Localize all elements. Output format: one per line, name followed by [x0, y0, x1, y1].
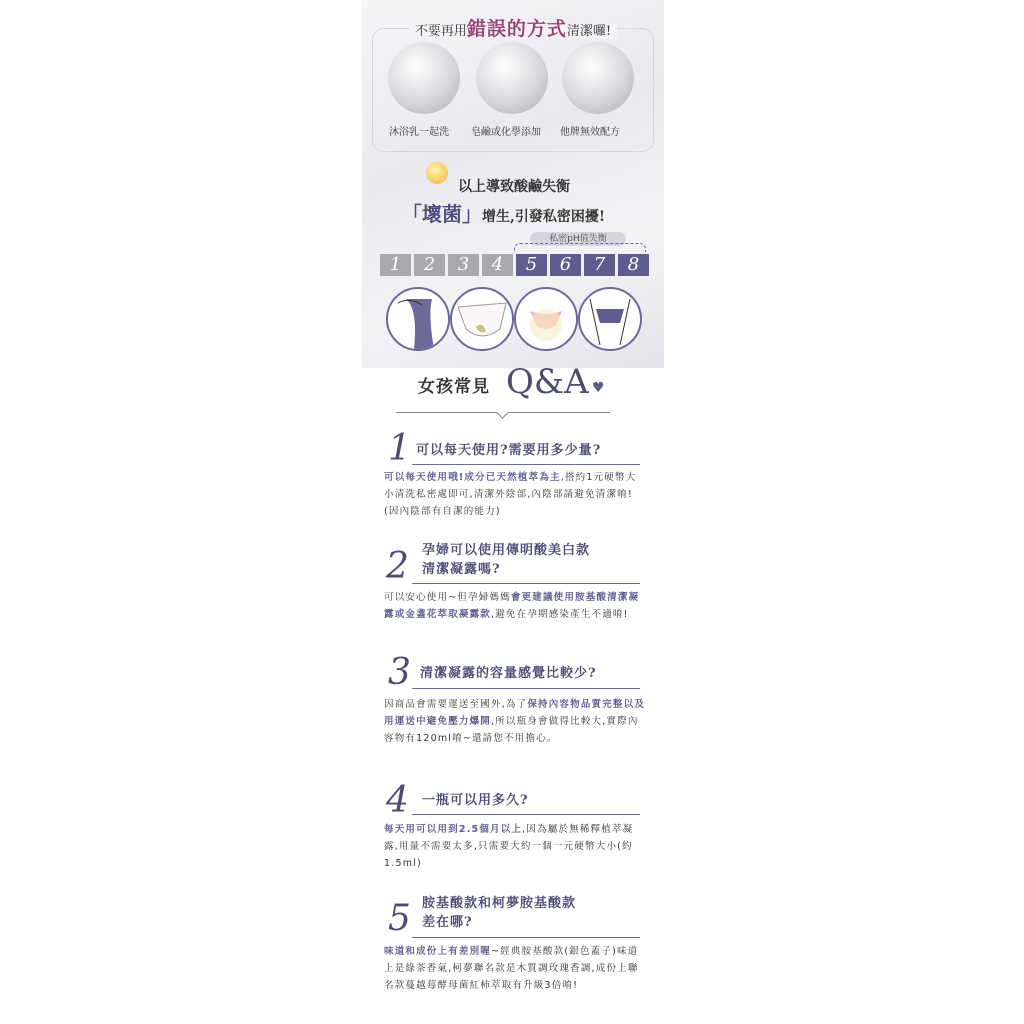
answer-text: 因商品會需要運送至國外,為了保持內容物品質完整以及用運送中避免壓力爆開,所以瓶身會做得比較大,實際內容物有120ml唷~還請您不用擔心。: [384, 699, 646, 744]
ph-imbalance-tag: 私密pH值失衡: [530, 232, 626, 246]
question-text: 清潔凝露嗎?: [422, 562, 501, 577]
qa-divider-notch: [496, 406, 509, 419]
question-text: 胺基酸款和柯夢胺基酸款: [422, 896, 577, 911]
question-rule: [412, 814, 640, 815]
content-panel: [362, 0, 664, 1024]
warning-line-2: 「壞菌」增生,引發私密困擾!: [402, 202, 606, 226]
question-text: 差在哪?: [422, 915, 473, 930]
question-rule: [412, 937, 640, 938]
qa-title: 女孩常見: [418, 377, 490, 397]
lotion-pour-image: [562, 42, 634, 114]
qa-big-title: Q&A: [506, 362, 589, 402]
question-text: 清潔凝露的容量感覺比較少?: [420, 666, 597, 681]
ph-range-bracket: [514, 243, 646, 252]
ph-scale-cell: 6: [550, 254, 581, 276]
item-label: 皂鹼或化學添加: [471, 127, 541, 138]
ph-scale-cell: 3: [448, 254, 479, 276]
item-label: 沐浴乳一起洗: [389, 127, 449, 138]
wrong-methods-title: 不要再用錯誤的方式清潔囉!: [362, 14, 664, 41]
question-rule: [412, 464, 640, 465]
question-number: 2: [386, 546, 409, 587]
question-text: 孕婦可以使用傳明酸美白款: [422, 543, 591, 558]
question-rule: [412, 583, 640, 584]
question-number: 3: [388, 652, 411, 693]
question-text: 可以每天使用?需要用多少量?: [416, 443, 602, 458]
ph-scale-cell: 1: [380, 254, 411, 276]
ph-scale-cell: 4: [482, 254, 513, 276]
ph-scale-cell: 5: [516, 254, 547, 276]
question-text: 一瓶可以用多久?: [422, 793, 529, 808]
underwear-illustration-icon: [450, 287, 514, 351]
heart-icon: ♥: [592, 380, 605, 396]
question-number: 1: [388, 428, 411, 469]
question-rule: [412, 688, 640, 689]
itching-illustration-icon: [578, 287, 642, 351]
question-number: 4: [386, 780, 409, 821]
answer-text: 味道和成份上有差別喔~經典胺基酸款(銀色蓋子)味道上是綠茶香氣,柯夢聯名款是木質調玫瑰香調,成份上聯名款蔓越莓酵母菌紅柿萃取有升級3倍唷!: [384, 946, 639, 991]
chemical-bottles-image: [476, 42, 548, 114]
title-accent: 錯誤的方式: [466, 18, 567, 40]
ph-scale-cell: 7: [584, 254, 615, 276]
body-illustration-icon: [386, 287, 450, 351]
question-number: 5: [388, 898, 411, 939]
answer-text: 可以每天使用哦!成分已天然植萃為主,搭約1元硬幣大小清洗私密處即可,清潔外陰部,內陰部請避免清潔唷!(因內陰部有自潔的能力): [384, 472, 637, 517]
discomfort-illustration-icon: [514, 287, 578, 351]
ph-scale-cell: 8: [618, 254, 649, 276]
shower-gel-image: [388, 42, 460, 114]
warning-line-1: 以上導致酸鹼失衡: [458, 179, 570, 195]
answer-text: 每天用可以用到2.5個月以上,因為屬於無稀釋植萃凝露,用量不需要太多,只需要大約一個一元硬幣大小(約1.5ml): [384, 824, 634, 869]
ph-scale: [380, 254, 649, 276]
bad-bacteria-label: 「壞菌」: [402, 202, 482, 226]
item-label: 他牌無效配方: [560, 127, 620, 138]
answer-text: 可以安心使用~但孕婦媽媽會更建議使用胺基酸清潔凝露或金盞花萃取凝露款,避免在孕期感染產生不適唷!: [384, 592, 640, 620]
lightbulb-icon: [426, 162, 448, 184]
ph-scale-cell: 2: [414, 254, 445, 276]
